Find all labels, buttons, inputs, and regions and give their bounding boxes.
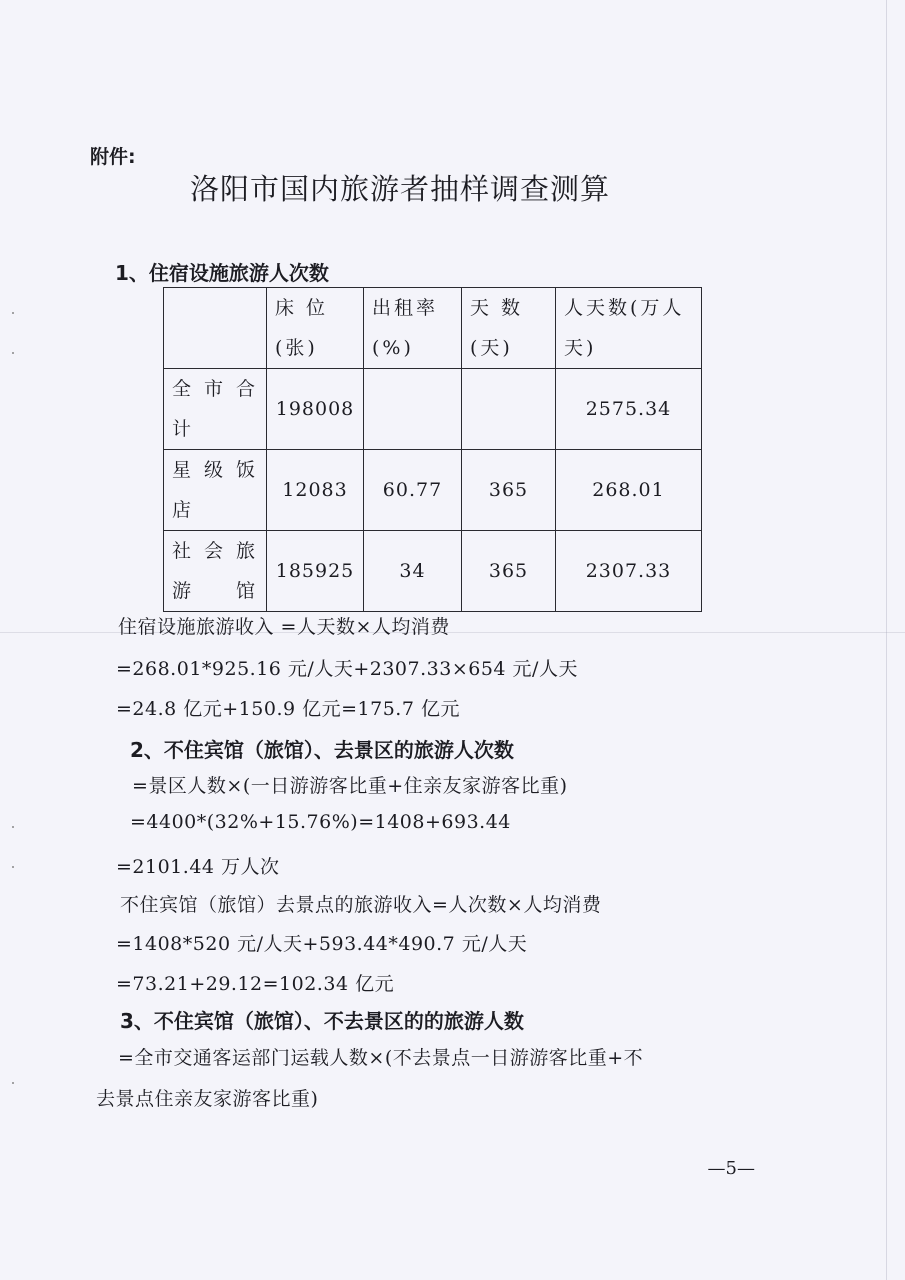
text-line: =268.01*925.16 元/人天+2307.33×654 元/人天 bbox=[116, 658, 578, 680]
accommodation-table bbox=[163, 287, 702, 612]
scan-speck bbox=[12, 866, 14, 868]
table-row bbox=[164, 531, 702, 612]
person-days-cell: 2575.34 bbox=[556, 369, 702, 450]
text-line: =4400*(32%+15.76%)=1408+693.44 bbox=[130, 811, 511, 833]
text-line: =全市交通客运部门运载人数×(不去景点一日游游客比重+不 bbox=[118, 1047, 644, 1069]
header-cell-rate: 出租率(%) bbox=[364, 288, 462, 369]
days-cell: 365 bbox=[462, 450, 556, 531]
text-line: 住宿设施旅游收入 =人天数×人均消费 bbox=[118, 616, 450, 638]
table-header-row bbox=[164, 288, 702, 369]
text-line: =1408*520 元/人天+593.44*490.7 元/人天 bbox=[116, 933, 528, 955]
days-cell bbox=[462, 369, 556, 450]
row-label: 全市合计 bbox=[164, 369, 267, 450]
text-line: 不住宾馆（旅馆）去景点的旅游收入=人次数×人均消费 bbox=[120, 894, 602, 916]
header-cell-person-days: 人天数(万人天) bbox=[556, 288, 702, 369]
beds-cell: 185925 bbox=[267, 531, 364, 612]
days-cell: 365 bbox=[462, 531, 556, 612]
text-line: 去景点住亲友家游客比重) bbox=[96, 1088, 319, 1110]
header-cell-empty bbox=[164, 288, 267, 369]
section-3-heading: 3、不住宾馆（旅馆）、不去景区的的旅游人数 bbox=[120, 1009, 524, 1033]
scan-speck bbox=[12, 312, 14, 314]
scan-speck bbox=[12, 1082, 14, 1084]
text-line: =2101.44 万人次 bbox=[116, 856, 280, 878]
section-2-heading: 2、不住宾馆（旅馆）、去景区的旅游人次数 bbox=[130, 738, 514, 762]
rate-cell bbox=[364, 369, 462, 450]
rate-cell: 34 bbox=[364, 531, 462, 612]
beds-cell: 198008 bbox=[267, 369, 364, 450]
row-label: 星级饭店 bbox=[164, 450, 267, 531]
rate-cell: 60.77 bbox=[364, 450, 462, 531]
section-1-heading: 1、住宿设施旅游人次数 bbox=[115, 261, 329, 285]
attachment-label: 附件: bbox=[90, 146, 136, 168]
header-cell-days: 天 数(天) bbox=[462, 288, 556, 369]
beds-cell: 12083 bbox=[267, 450, 364, 531]
table-row bbox=[164, 369, 702, 450]
text-line: =73.21+29.12=102.34 亿元 bbox=[116, 973, 395, 995]
table-row bbox=[164, 450, 702, 531]
page-title: 洛阳市国内旅游者抽样调查测算 bbox=[190, 172, 611, 206]
text-line: =24.8 亿元+150.9 亿元=175.7 亿元 bbox=[116, 698, 460, 720]
text-line: =景区人数×(一日游游客比重+住亲友家游客比重) bbox=[132, 775, 568, 797]
person-days-cell: 268.01 bbox=[556, 450, 702, 531]
scan-speck bbox=[12, 826, 14, 828]
header-cell-beds: 床 位(张) bbox=[267, 288, 364, 369]
scan-speck bbox=[12, 352, 14, 354]
person-days-cell: 2307.33 bbox=[556, 531, 702, 612]
page-number: —5— bbox=[707, 1158, 755, 1179]
row-label: 社会旅游馆 bbox=[164, 531, 267, 612]
paper-edge bbox=[886, 0, 887, 1280]
